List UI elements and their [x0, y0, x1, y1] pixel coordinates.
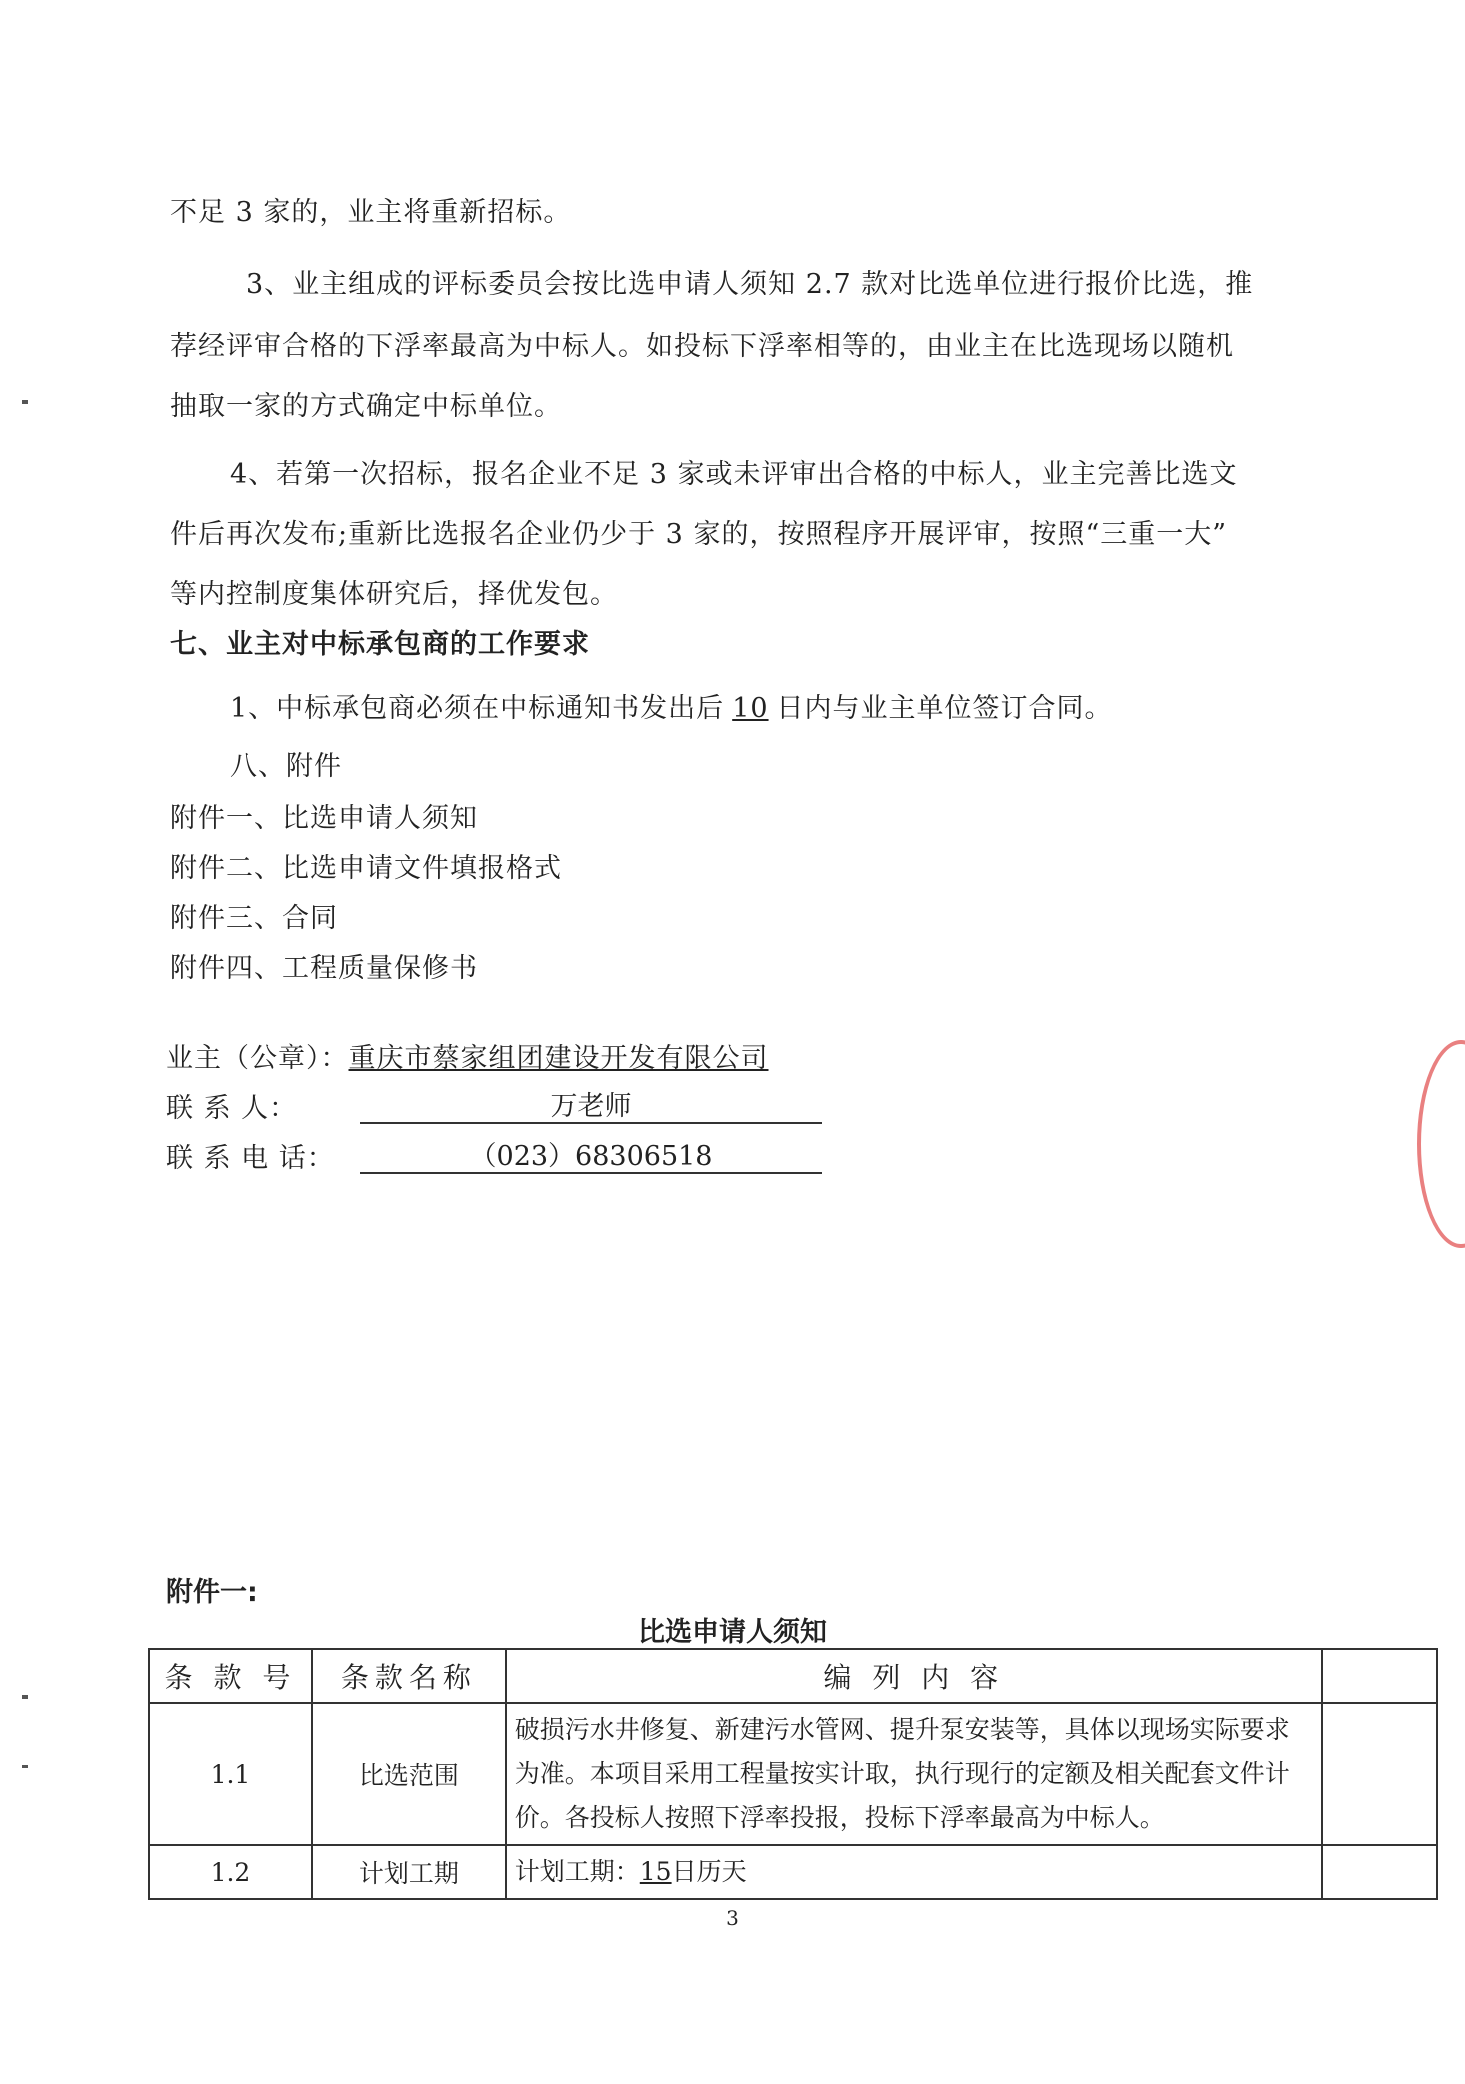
header-content: 编 列 内 容 [506, 1649, 1322, 1703]
table-row [149, 1703, 1437, 1845]
phone-row [166, 1136, 335, 1175]
attachment-item: 附件二、比选申请文件填报格式 [170, 853, 562, 884]
clause-days: 15 [639, 1857, 672, 1886]
clause-extra [1322, 1703, 1437, 1845]
clause-content [506, 1845, 1322, 1899]
owner-row [166, 1036, 769, 1075]
attachment-item: 附件一、比选申请人须知 [170, 803, 478, 834]
appendix-label: 附件一: [166, 1577, 258, 1608]
clause-content-text: 日历天 [671, 1857, 747, 1886]
paragraph-line: 4、若第一次招标，报名企业不足 3 家或未评审出合格的中标人，业主完善比选文 [230, 459, 1238, 490]
clause-name: 比选范围 [312, 1703, 506, 1845]
table-title: 比选申请人须知 [638, 1617, 827, 1648]
clause-no: 1.1 [149, 1703, 312, 1845]
contact-person-row [166, 1086, 297, 1125]
section-title: 八、附件 [230, 751, 342, 782]
scan-mark [22, 400, 28, 404]
header-clause-name: 条款名称 [312, 1649, 506, 1703]
clause-no: 1.2 [149, 1845, 312, 1899]
attachment-item: 附件四、工程质量保修书 [170, 953, 478, 984]
paragraph-line: 件后再次发布;重新比选报名企业仍少于 3 家的，按照程序开展评审，按照“三重一大” [170, 519, 1228, 550]
requirement-days: 10 [732, 693, 769, 724]
company-seal-stamp [1417, 1040, 1465, 1248]
contact-person-label: 联 系 人： [166, 1093, 298, 1124]
clause-extra [1322, 1845, 1437, 1899]
notice-table [148, 1648, 1438, 1900]
header-clause-no: 条 款 号 [149, 1649, 312, 1703]
clause-content: 破损污水井修复、新建污水管网、提升泵安装等，具体以现场实际要求为准。本项目采用工程量按实计取，执行现行的定额及相关配套文件计价。各投标人按照下浮率投报，投标下浮率最高为中标人。 [506, 1703, 1322, 1845]
paragraph-line: 3、业主组成的评标委员会按比选申请人须知 2.7 款对比选单位进行报价比选，推 [246, 269, 1254, 300]
paragraph-line: 不足 3 家的，业主将重新招标。 [170, 197, 572, 228]
owner-label: 业主（公章）： [166, 1043, 349, 1074]
table-header-row [149, 1649, 1437, 1703]
phone-label: 联 系 电 话： [166, 1143, 335, 1174]
section-title: 七、业主对中标承包商的工作要求 [170, 629, 590, 660]
requirement-item [230, 686, 1113, 725]
header-extra [1322, 1649, 1437, 1703]
owner-value: 重庆市蔡家组团建设开发有限公司 [348, 1043, 769, 1074]
table-row [149, 1845, 1437, 1899]
contact-person-value: 万老师 [360, 1084, 822, 1124]
clause-name: 计划工期 [312, 1845, 506, 1899]
clause-content-text: 计划工期： [514, 1857, 640, 1886]
paragraph-line: 等内控制度集体研究后，择优发包。 [170, 579, 618, 610]
paragraph-line: 抽取一家的方式确定中标单位。 [170, 391, 562, 422]
requirement-text: 1、中标承包商必须在中标通知书发出后 [230, 693, 725, 724]
scan-mark [22, 1695, 28, 1699]
scan-mark [22, 1765, 28, 1768]
paragraph-line: 荐经评审合格的下浮率最高为中标人。如投标下浮率相等的，由业主在比选现场以随机 [170, 331, 1234, 362]
requirement-text: 日内与业主单位签订合同。 [776, 693, 1113, 724]
page-number: 3 [726, 1906, 739, 1930]
phone-value: （023）68306518 [360, 1134, 822, 1174]
attachment-item: 附件三、合同 [170, 903, 338, 934]
